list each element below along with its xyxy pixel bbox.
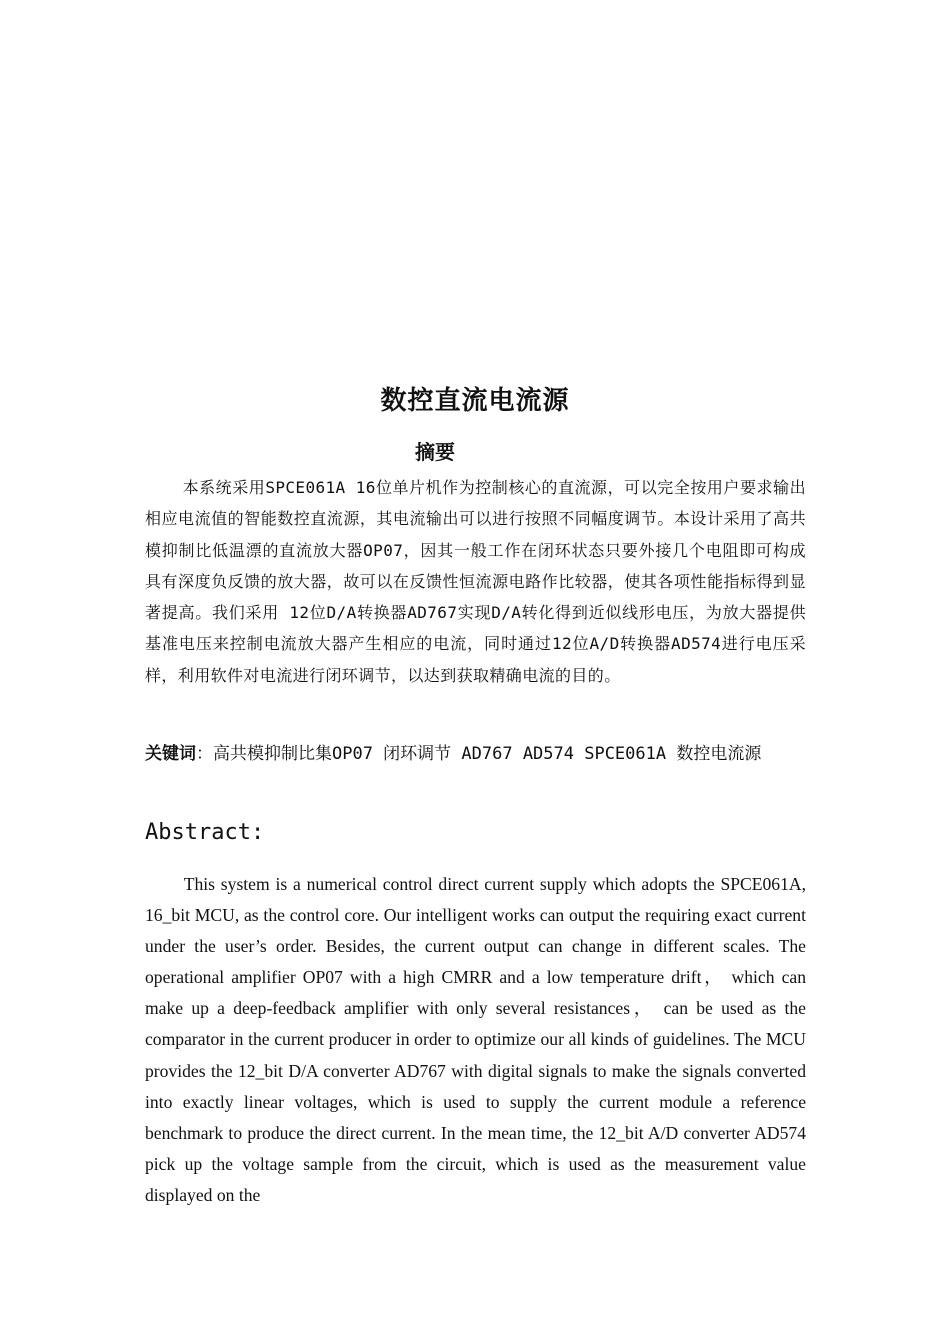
document-title: 数控直流电流源 [380,386,570,416]
keywords-line [145,733,806,775]
keywords-separator: ： [196,744,213,764]
keywords-label: 关键词 [145,744,196,764]
chinese-abstract-paragraph: 本系统采用SPCE061A 16位单片机作为控制核心的直流源，可以完全按用户要求输出相应电流值的智能数控直流源，其电流输出可以进行按照不同幅度调节。本设计采用了高共模抑制比低温漂的直流放大器OP07，因其一般工作在闭环状态只要外接几个电阻即可构成具有深度负反馈的放大器，故可以在反馈性恒流源电路作比较器，使其各项性能指标得到显著提高。我们采用 12位D/A转换器AD767实现D/A转化得到近似线形电压，为放大器提供基准电压来控制电流放大器产生相应的电流，同时通过12位A/D转换器AD574进行电压采样，利用软件对电流进行闭环调节，以达到获取精确电流的目的。 [145,478,806,685]
keywords-text: 高共模抑制比集OP07 闭环调节 AD767 AD574 SPCE061A 数控电流源 [213,744,762,764]
english-abstract-heading: Abstract: [145,820,265,845]
english-abstract-paragraph: This system is a numerical control direct current supply which adopts the SPCE061A, 16_bit MCU, as the control core. Our intelligent works can output the requiring exact current under the user’s order. Besides, the current output can change in different scales. The operational amplifier OP07 with a high CMRR and a low temperature drift， which can make up a deep-feedback amplifier with only several resistances， can be used as the comparator in the current producer in order to optimize our all kinds of guidelines. The MCU provides the 12_bit D/A converter AD767 with digital signals to make the signals converted into exactly linear voltages, which is used to supply the current module a reference benchmark to produce the direct current. In the mean time, the 12_bit A/D converter AD574 pick up the voltage sample from the circuit, which is used as the measurement value displayed on the [145,874,806,1205]
abstract-heading: 摘要 [415,440,455,464]
